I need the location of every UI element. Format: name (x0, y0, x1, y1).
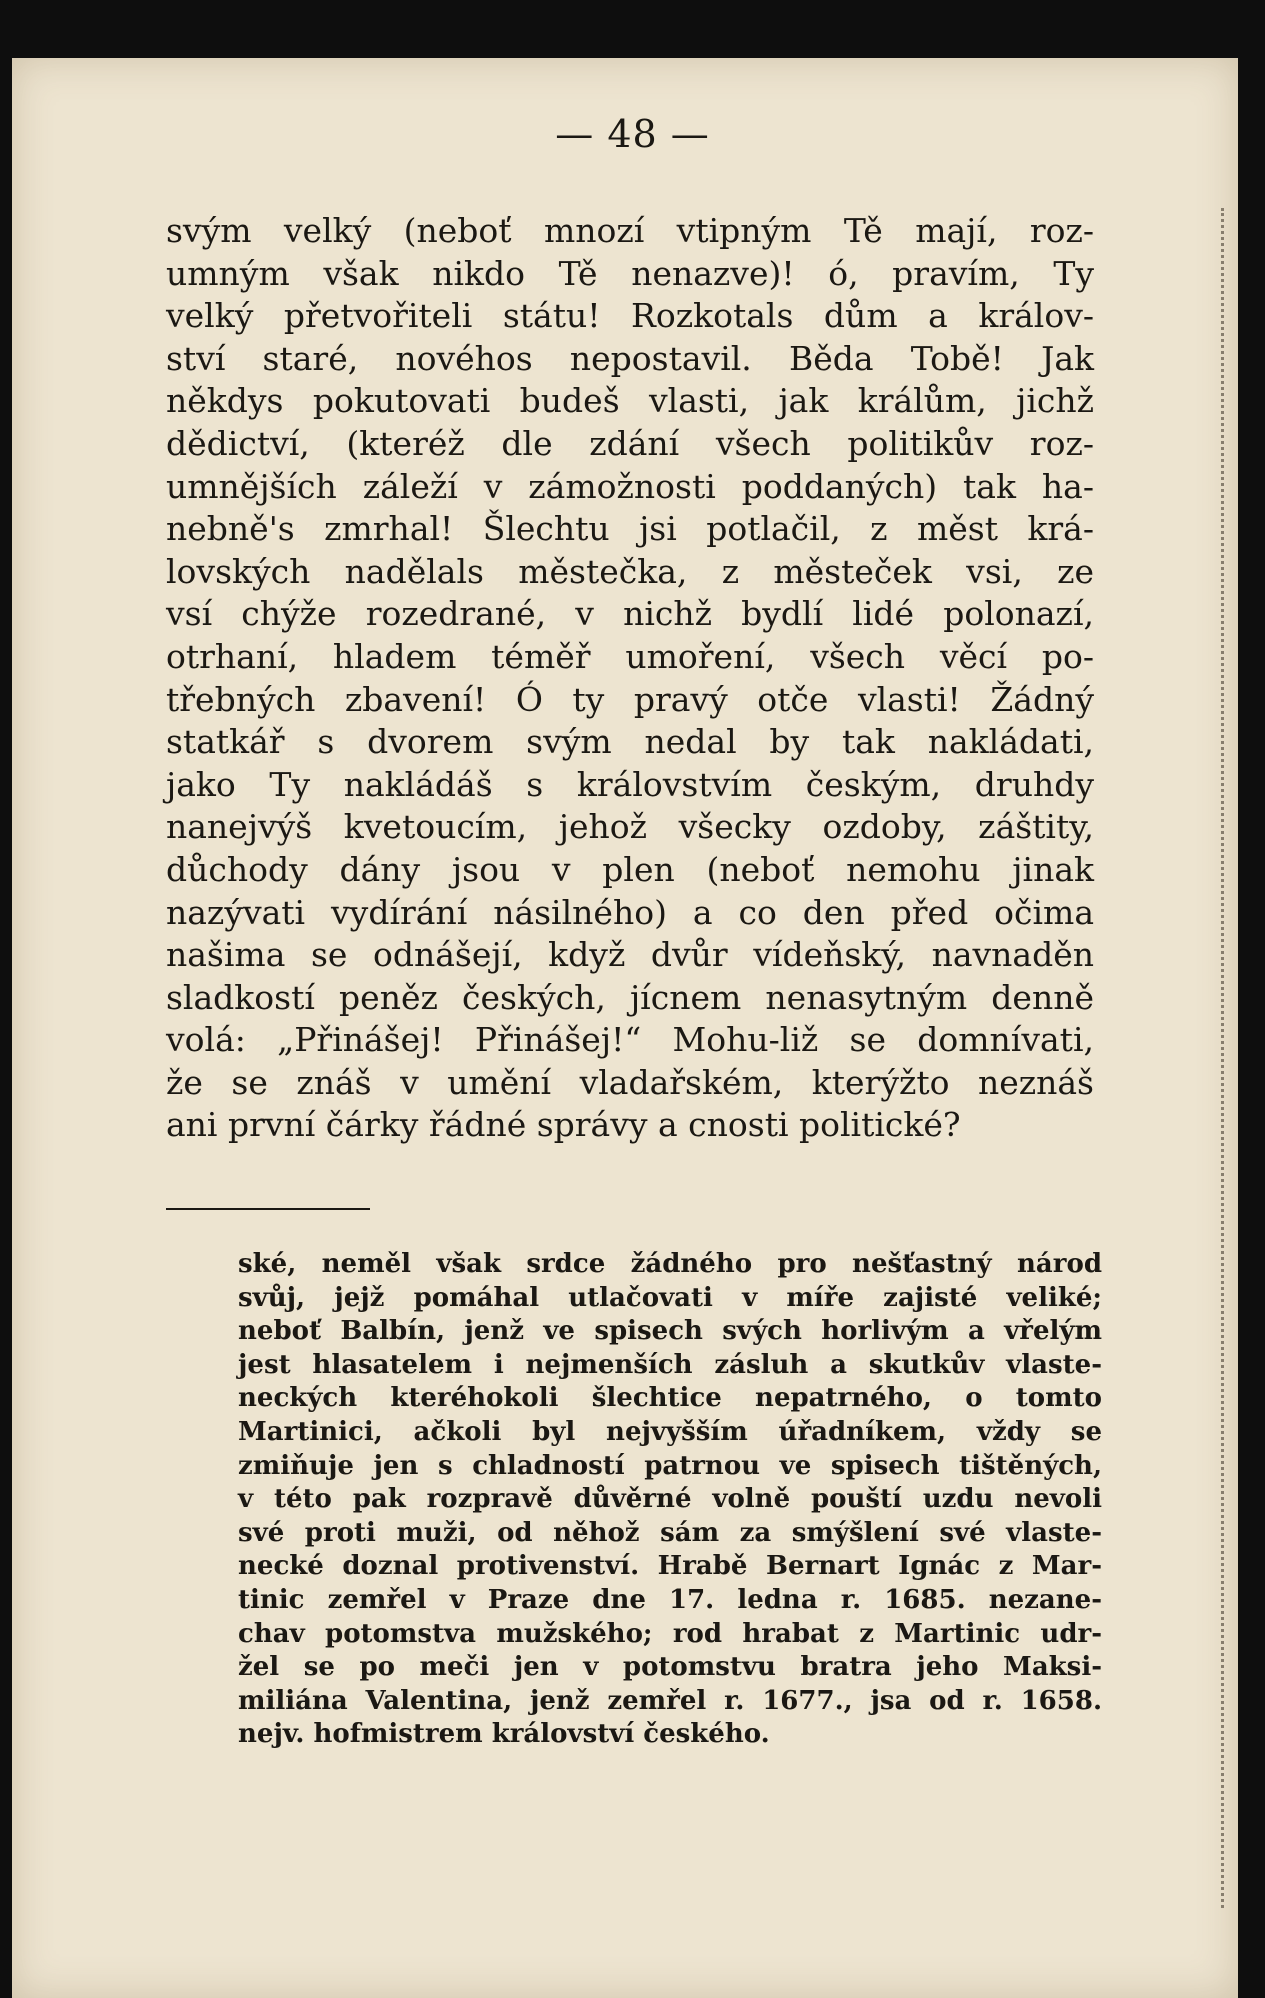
footnote-line: ské, neměl však srdce žádného pro nešťastný národ (238, 1249, 1102, 1279)
text-line: nanejvýš kvetoucím, jehož všecky ozdoby, záštity, (166, 807, 1094, 847)
footnote-line: Martinici, ačkoli byl nejvyšším úřadníkem, vždy se (238, 1416, 1102, 1447)
text-line: třebných zbavení! Ó ty pravý otče vlasti! Žádný (166, 679, 1094, 719)
main-text-block (166, 210, 1094, 1147)
footnote-line: žel se po meči jen v potomstvu bratra jeho Maksi- (238, 1652, 1102, 1683)
footnote-line: svůj, jejž pomáhal utlačovati v míře zajisté veliké; (238, 1282, 1102, 1313)
text-line: jako Ty nakládáš s královstvím českým, druhdy (166, 764, 1094, 804)
text-line: důchody dány jsou v plen (neboť nemohu jinak (166, 849, 1094, 889)
text-line: umným však nikdo Tě nenazve)! ó, pravím, Ty (166, 253, 1094, 293)
text-line: našima se odnášejí, když dvůr vídeňský, navnaděn (166, 935, 1094, 975)
text-line: otrhaní, hladem téměř umoření, všech věcí po- (166, 636, 1094, 676)
footnote-divider (166, 1208, 370, 1210)
text-line: velký přetvořiteli státu! Rozkotals dům a králov- (166, 296, 1094, 336)
text-line: sladkostí peněz českých, jícnem nenasytným denně (166, 977, 1094, 1017)
footnote-line: neboť Balbín, jenž ve spisech svých horlivým a vřelým (238, 1316, 1102, 1347)
footnote-line: v této pak rozpravě důvěrné volně pouští uzdu nevoli (238, 1484, 1102, 1515)
text-line: svým velký (neboť mnozí vtipným Tě mají, roz- (166, 211, 1094, 250)
text-line: někdys pokutovati budeš vlasti, jak králům, jichž (166, 381, 1094, 421)
footnote-line: chav potomstva mužského; rod hrabat z Martinic udr- (238, 1618, 1102, 1649)
footnote-line: necké doznal protivenství. Hrabě Bernart Ignác z Mar- (238, 1551, 1102, 1582)
text-line: nazývati vydírání násilného) a co den před očima (166, 892, 1094, 932)
text-line: umnějších záleží v zámožnosti poddaných) tak ha- (166, 466, 1094, 506)
footnote-line: jest hlasatelem i nejmenších zásluh a skutkův vlaste- (238, 1349, 1102, 1380)
text-line: lovských nadělals městečka, z městeček vsi, ze (166, 551, 1094, 591)
text-line: ství staré, novéhos nepostavil. Běda Tobě! Jak (166, 338, 1094, 378)
text-line: ani první čárky řádné správy a cnosti politické? (166, 1105, 961, 1145)
footnote-block (238, 1248, 1102, 1752)
text-line: nebně's zmrhal! Šlechtu jsi potlačil, z měst krá- (166, 509, 1094, 549)
page-edge-shadow (1211, 208, 1224, 1908)
footnote-line: miliána Valentina, jenž zemřel r. 1677., jsa od r. 1658. (238, 1685, 1102, 1716)
text-line: dědictví, (kteréž dle zdání všech politikův roz- (166, 423, 1094, 463)
text-line: volá: „Přinášej! Přinášej!“ Mohu-liž se domnívati, (166, 1020, 1094, 1060)
text-line: statkář s dvorem svým nedal by tak nakládati, (166, 722, 1094, 762)
page-number: — 48 — (555, 112, 710, 156)
footnote-line: zmiňuje jen s chladností patrnou ve spisech tištěných, (238, 1450, 1102, 1481)
footnote-line: nejv. hofmistrem království českého. (238, 1719, 770, 1750)
footnote-line: své proti muži, od něhož sám za smýšlení své vlaste- (238, 1517, 1102, 1548)
text-line: že se znáš v umění vladařském, kterýžto neznáš (166, 1062, 1094, 1102)
text-line: vsí chýže rozedrané, v nichž bydlí lidé polonazí, (166, 594, 1094, 634)
footnote-line: tinic zemřel v Praze dne 17. ledna r. 1685. nezane- (238, 1584, 1102, 1615)
footnote-line: neckých kteréhokoli šlechtice nepatrného, o tomto (238, 1383, 1102, 1414)
